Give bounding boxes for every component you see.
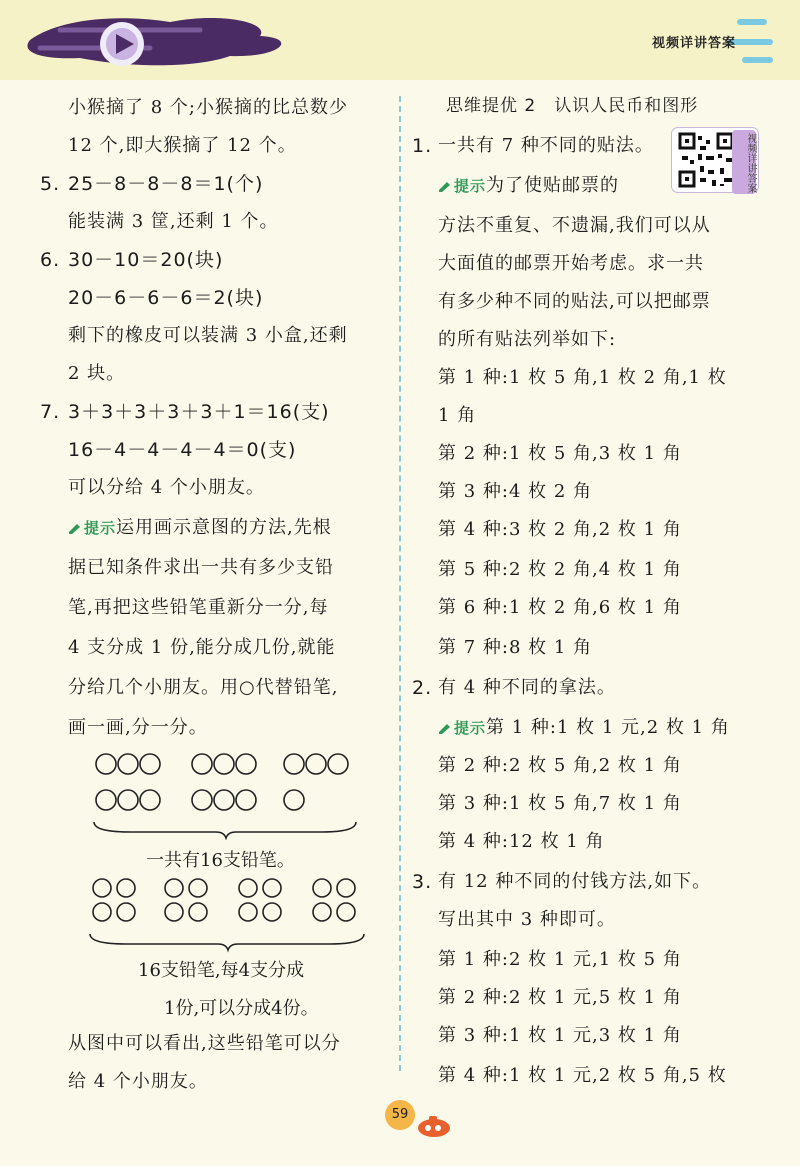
column-divider	[399, 96, 401, 1071]
answer-text: 一共有 7 种不同的贴法。	[438, 135, 654, 156]
list-item: 第 6 种:1 枚 2 角,6 枚 1 角	[438, 597, 682, 618]
tip-label: 提示	[454, 177, 487, 195]
diagram-caption: 一共有16支铅笔。	[146, 850, 295, 871]
equation: 16－4－4－4－4＝0(支)	[68, 439, 297, 461]
text-line: 给 4 个小朋友。	[68, 1071, 208, 1092]
list-item: 第 1 种:2 枚 1 元,1 枚 5 角	[438, 949, 682, 970]
list-item: 第 7 种:8 枚 1 角	[438, 637, 593, 658]
question-number: 5.	[40, 173, 61, 195]
section-title: 思维提优 2 认识人民币和图形	[446, 96, 699, 116]
list-item: 第 4 种:12 枚 1 角	[438, 831, 605, 852]
tip-text: 运用画示意图的方法,先根	[116, 517, 332, 538]
pencil-circles-diagram-1	[90, 748, 370, 840]
list-item: 第 1 种:1 枚 5 角,1 枚 2 角,1 枚	[438, 367, 727, 388]
text-line: 可以分给 4 个小朋友。	[68, 477, 265, 498]
question-number: 6.	[40, 249, 61, 271]
text-line: 12 个,即大猴摘了 12 个。	[68, 135, 297, 156]
pencil-circles-diagram-2	[86, 872, 376, 958]
qr-code-icon	[676, 130, 736, 190]
list-item: 第 3 种:1 枚 5 角,7 枚 1 角	[438, 793, 682, 814]
text-line: 能装满 3 筐,还剩 1 个。	[68, 211, 279, 232]
tip-line: 画一画,分一分。	[68, 717, 208, 738]
pencil-icon	[438, 180, 452, 192]
tip-line	[68, 516, 332, 540]
tip-label: 提示	[454, 719, 487, 737]
header-label: 视频详讲答案	[652, 36, 737, 51]
list-item: 1 角	[438, 405, 477, 426]
list-item: 第 1 种:1 枚 1 元,2 枚 1 角	[486, 717, 730, 738]
tip-line	[438, 174, 619, 198]
tip-text: 为了使贴邮票的	[486, 175, 620, 196]
tip-line	[438, 716, 730, 740]
answer-text: 有 12 种不同的付钱方法,如下。	[438, 871, 712, 892]
list-item: 第 4 种:3 枚 2 角,2 枚 1 角	[438, 519, 682, 540]
list-item: 第 2 种:2 枚 1 元,5 枚 1 角	[438, 987, 682, 1008]
tip-line: 方法不重复、不遗漏,我们可以从	[438, 215, 711, 236]
equation: 30－10＝20(块)	[68, 249, 224, 271]
text-line: 从图中可以看出,这些铅笔可以分	[68, 1033, 341, 1054]
tip-line: 的所有贴法列举如下:	[438, 329, 617, 350]
equation: 3＋3＋3＋3＋3＋1＝16(支)	[68, 401, 330, 423]
pencil-icon	[438, 722, 452, 734]
qr-tag: 视频详讲答案	[732, 130, 756, 194]
text-line: 剩下的橡皮可以装满 3 小盒,还剩	[68, 325, 348, 346]
submarine-icon	[414, 1112, 454, 1140]
tip-line: 笔,再把这些铅笔重新分一分,每	[68, 597, 329, 618]
list-item: 第 4 种:1 枚 1 元,2 枚 5 角,5 枚	[438, 1065, 727, 1086]
tip-label: 提示	[84, 519, 117, 537]
tip-line: 据已知条件求出一共有多少支铅	[68, 557, 334, 578]
page-number: 59	[385, 1100, 415, 1130]
text-line: 小猴摘了 8 个;小猴摘的比总数少	[68, 97, 348, 118]
question-number: 7.	[40, 401, 61, 423]
diagram-caption: 1份,可以分成4份。	[164, 998, 319, 1019]
tip-line: 4 支分成 1 份,能分成几份,就能	[68, 637, 336, 658]
tip-line: 分给几个小朋友。用○代替铅笔,	[68, 677, 339, 698]
pencil-icon	[68, 522, 82, 534]
question-number: 3.	[412, 871, 433, 893]
list-item: 第 2 种:1 枚 5 角,3 枚 1 角	[438, 443, 682, 464]
list-item: 第 2 种:2 枚 5 角,2 枚 1 角	[438, 755, 682, 776]
page-header	[0, 0, 800, 80]
list-item: 第 3 种:1 枚 1 元,3 枚 1 角	[438, 1025, 682, 1046]
question-number: 2.	[412, 677, 433, 699]
list-item: 第 3 种:4 枚 2 角	[438, 481, 593, 502]
equation: 25－8－8－8＝1(个)	[68, 173, 264, 195]
answer-text: 有 4 种不同的拿法。	[438, 677, 616, 698]
question-number: 1.	[412, 135, 433, 157]
list-item: 第 5 种:2 枚 2 角,4 枚 1 角	[438, 559, 682, 580]
text-line: 写出其中 3 种即可。	[438, 909, 616, 930]
equation: 20－6－6－6＝2(块)	[68, 287, 264, 309]
text-line: 2 块。	[68, 363, 126, 384]
tip-line: 有多少种不同的贴法,可以把邮票	[438, 291, 711, 312]
diagram-caption: 16支铅笔,每4支分成	[138, 960, 305, 981]
tip-line: 大面值的邮票开始考虑。求一共	[438, 253, 704, 274]
